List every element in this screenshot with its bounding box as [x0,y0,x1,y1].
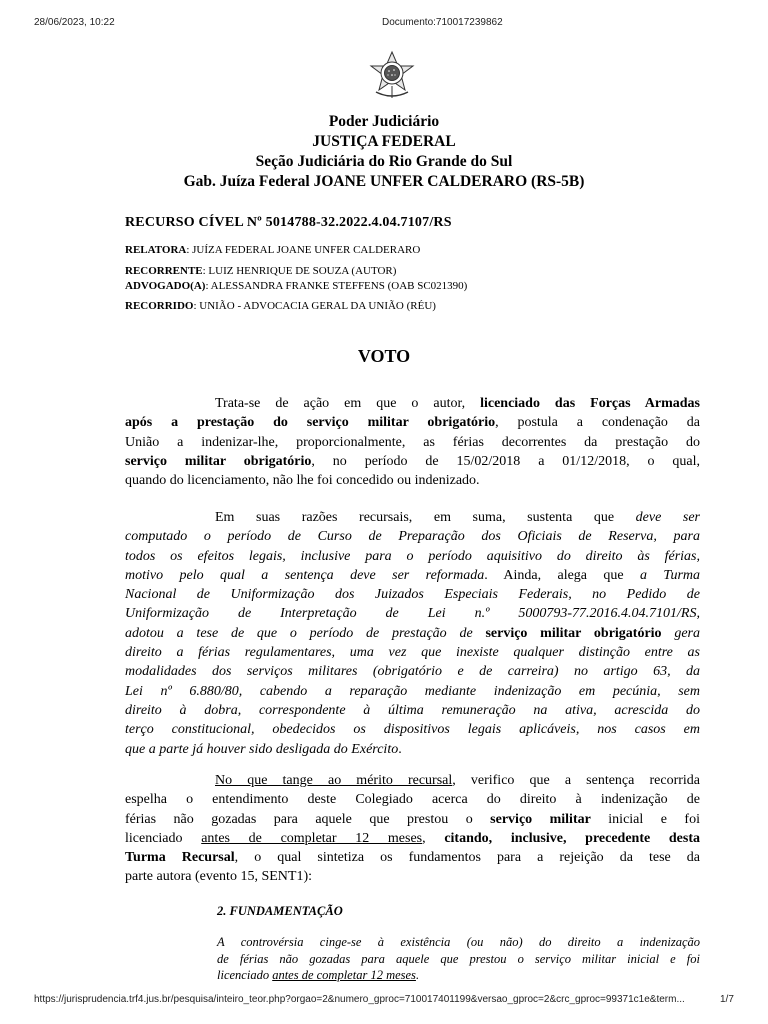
source-url[interactable]: https://jurisprudencia.trf4.jus.br/pesquisa/inteiro_teor.php?orgao=2&numero_gproc=710017401199&versao_gproc=2&crc_gproc=99371c1e&term... [34,994,685,1005]
party-relatora [125,244,420,256]
vote-title: VOTO [357,346,411,366]
party-recorrido [125,300,436,312]
court-line-2: JUSTIÇA FEDERAL [312,133,456,150]
brasao-da-republica-icon [368,50,416,100]
relatora-label: RELATORA [125,244,187,256]
court-line-1: Poder Judiciário [328,113,440,130]
page-number: 1/7 [720,994,734,1005]
recorrido-value: : UNIÃO - ADVOCACIA GERAL DA UNIÃO (RÉU) [193,300,436,312]
relatora-value: : JUÍZA FEDERAL JOANE UNFER CALDERARO [186,244,421,256]
advogado-label: ADVOGADO(A) [125,280,206,292]
paragraph-2: Em suas razões recursais, em suma, sustenta que deve ser computado o período de Curso de Preparação dos Oficiais de Reserva, para todos os efeitos legais, inclusive para o período aquisitivo do direito às férias, motivo pelo qual a sentença deve ser reformada. Ainda, alega que a Turma Nacional de Uniformização dos Juizados Especiais Federais, no Pedido de Uniformização de Interpretação de Lei n.º 5000793-77.2016.4.04.7101/RS, adotou a tese de que o período de prestação de serviço militar obrigatório gera direito a férias regulamentares, uma vez que inexiste qualquer distinção entre as modalidades dos serviços militares (obrigatório e de carreira) no artigo 63, da Lei nº 6.880/80, cabendo a reparação mediante indenização em pecúnia, sem direito à dobra, correspondente à última remuneração na ativa, acrescida do terço constitucional, obedecidos os dispositivos legais aplicáveis, nos casos em que a parte já houver sido desligada do Exército. [125,510,701,757]
print-datetime: 28/06/2023, 10:22 [34,17,115,28]
quoted-excerpt: A controvérsia cinge-se à existência (ou não) do direito a indenização de férias não gozadas para aquele que prestou o serviço militar inicial e foi licenciado antes de completar 12 meses. [217,935,700,982]
document-id: Documento:710017239862 [382,17,503,28]
section-heading: 2. FUNDAMENTAÇÃO [217,904,343,918]
court-heading [0,112,768,192]
print-header [0,13,768,29]
recorrido-label: RECORRIDO [125,300,194,312]
recorrente-label: RECORRENTE [125,265,203,277]
paragraph-3: No que tange ao mérito recursal, verifico que a sentença recorrida espelha o entendimento deste Colegiado acerca do direito à indenização de férias não gozadas para aquele que prestou o serviço militar inicial e foi licenciado antes de completar 12 meses, citando, inclusive, precedente desta Turma Recursal, o qual sintetiza os fundamentos para a rejeição da tese da parte autora (evento 15, SENT1): [125,773,701,885]
party-recorrente [125,265,396,277]
paragraph-1: Trata-se de ação em que o autor, licenciado das Forças Armadas após a prestação do serviço militar obrigatório, postula a condenação da União a indenizar-lhe, proporcionalmente, as férias decorrentes da prestação do serviço militar obrigatório, no período de 15/02/2018 a 01/12/2018, o qual, quando do licenciamento, não lhe foi concedido ou indenizado. [125,396,700,489]
advogado-value: : ALESSANDRA FRANKE STEFFENS (OAB SC021390) [205,280,468,292]
party-advogado [125,280,467,292]
print-footer [0,994,768,1010]
case-number: RECURSO CÍVEL Nº 5014788-32.2022.4.04.7107/RS [125,215,452,230]
court-line-3: Seção Judiciária do Rio Grande do Sul [255,153,513,170]
recorrente-value: : LUIZ HENRIQUE DE SOUZA (AUTOR) [202,265,397,277]
court-line-4: Gab. Juíza Federal JOANE UNFER CALDERARO (RS-5B) [183,173,585,190]
